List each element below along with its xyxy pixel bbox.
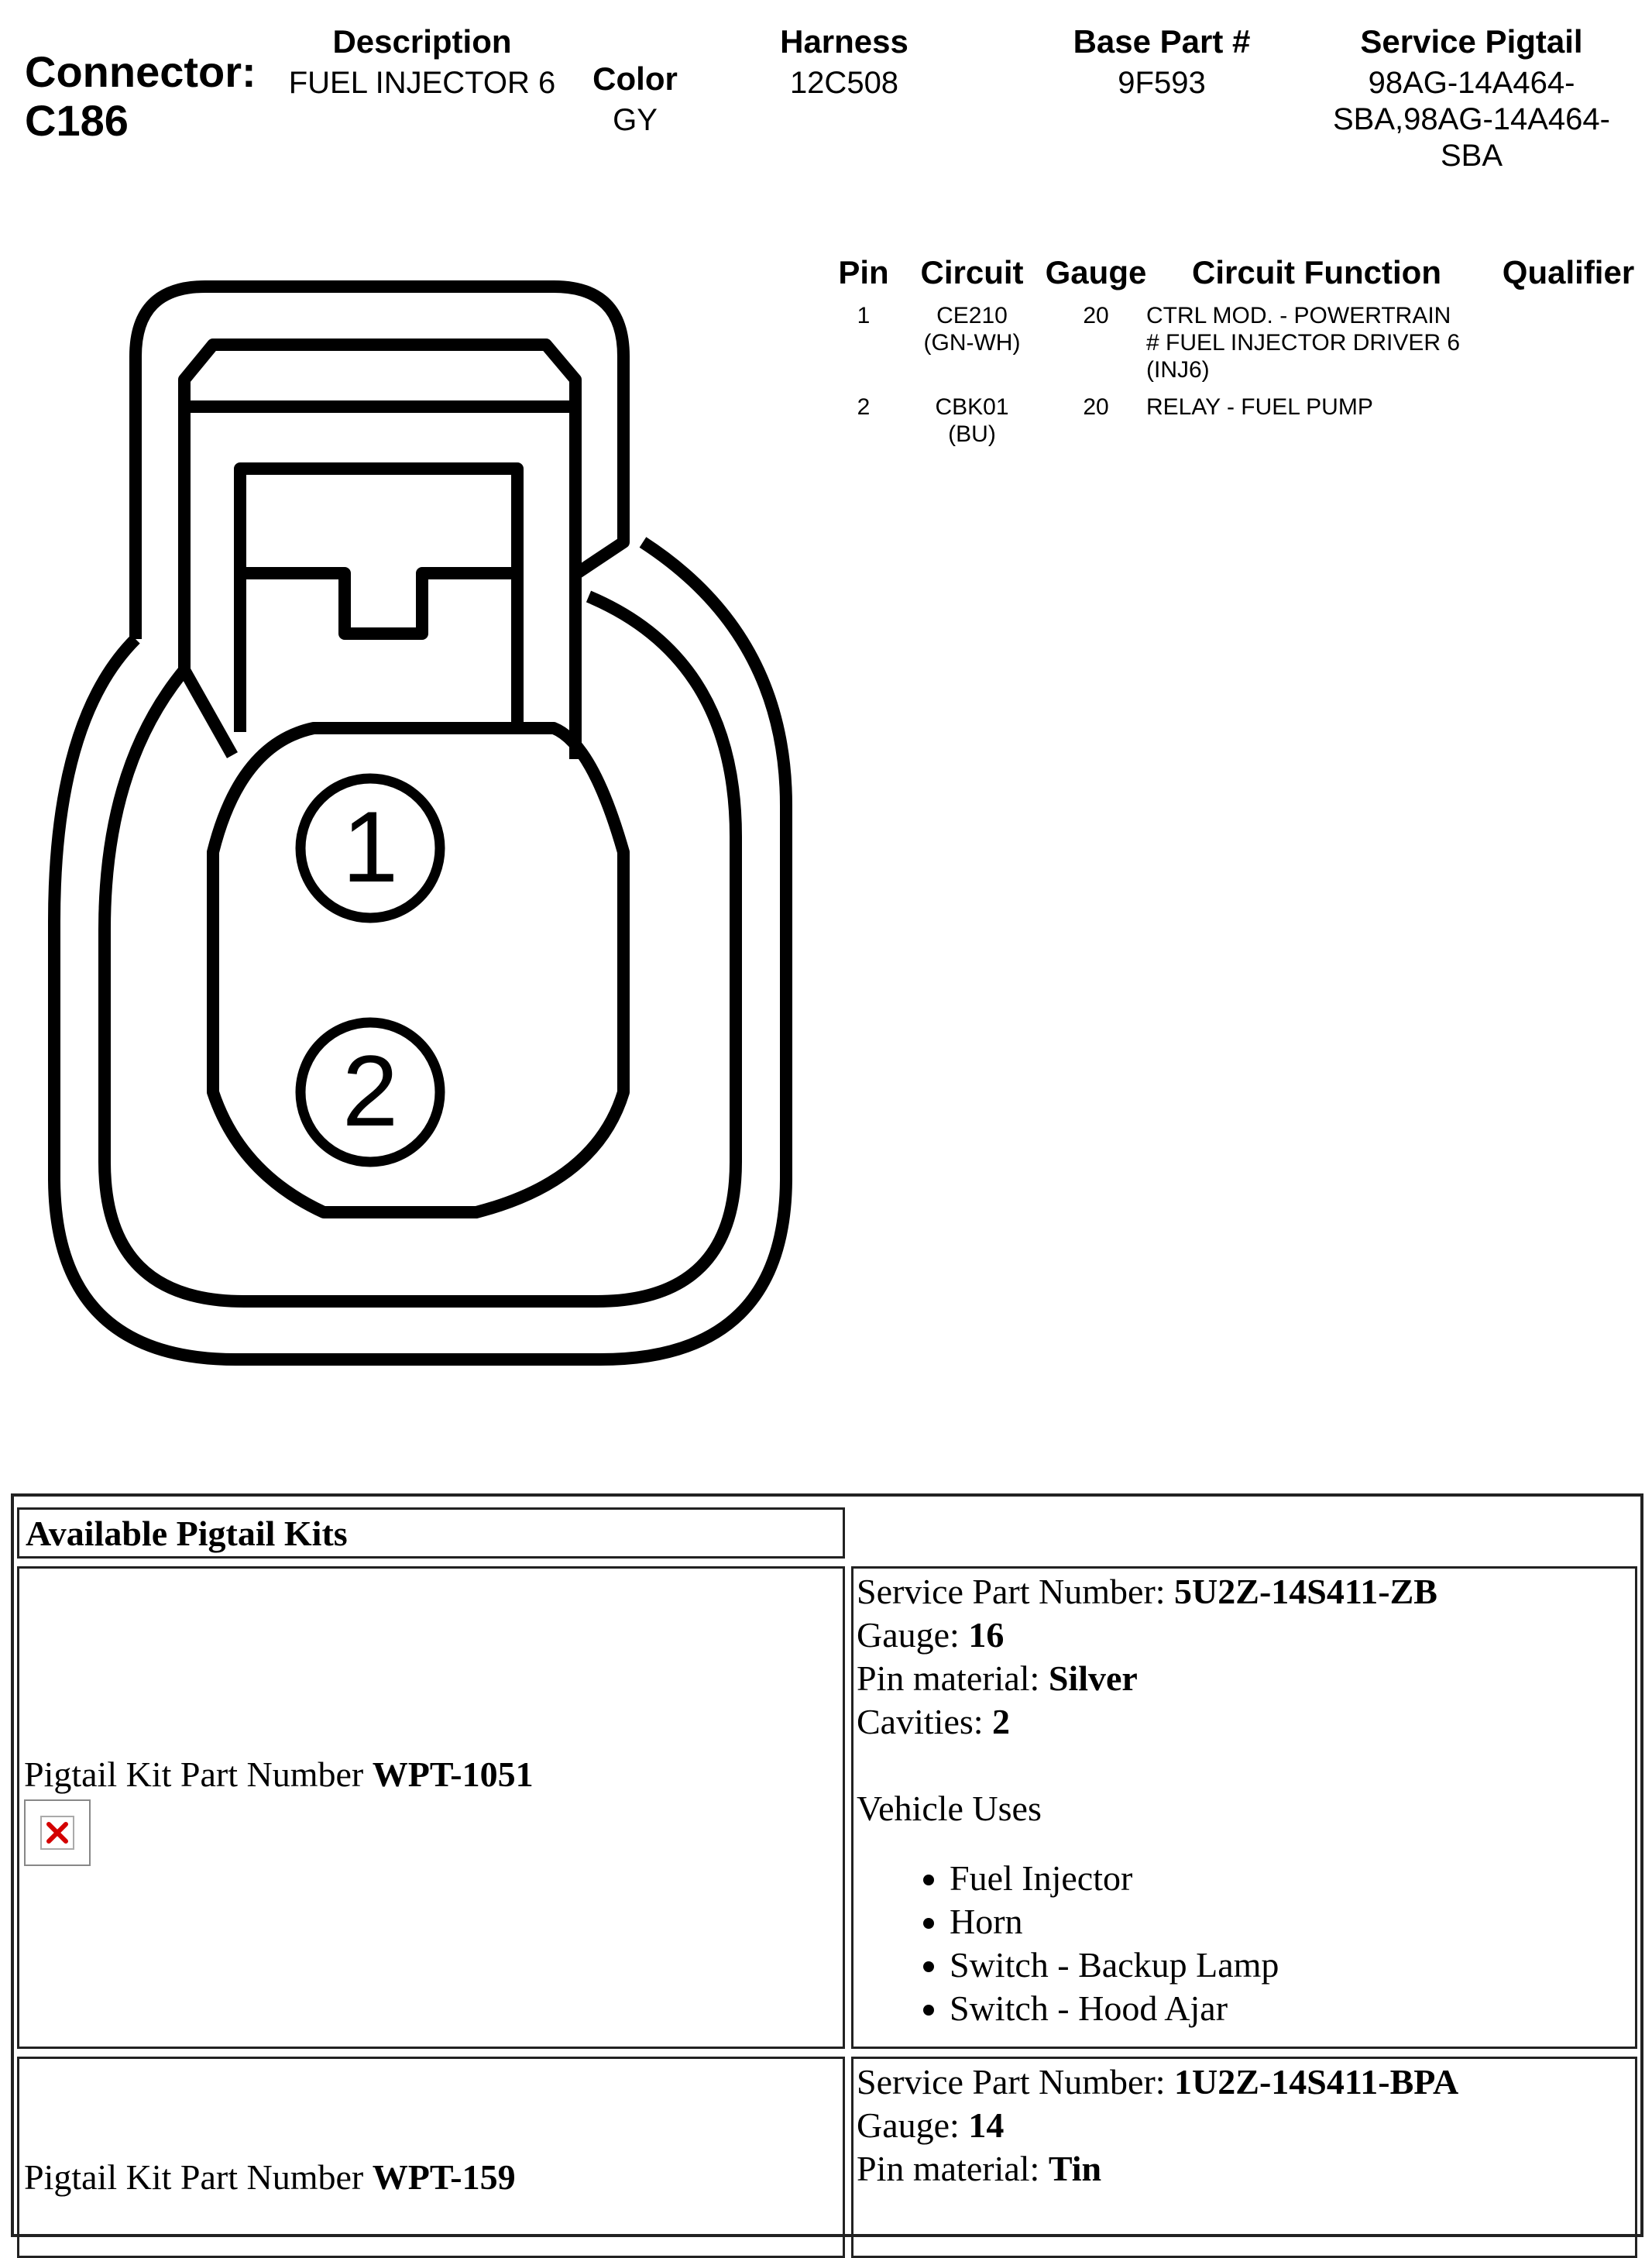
circuit-header: Circuit xyxy=(920,254,1024,290)
service-pigtail-column xyxy=(1301,23,1642,174)
service-pigtail-line: 98AG-14A464- xyxy=(1368,66,1575,100)
description-title: Description xyxy=(332,23,512,60)
function-line: CTRL MOD. - POWERTRAIN xyxy=(1146,303,1451,328)
pin-number: 1 xyxy=(857,303,871,328)
broken-image-icon xyxy=(24,1799,91,1866)
cavities-label: Cavities: xyxy=(857,1702,993,1741)
gauge-label: Gauge: xyxy=(857,2105,969,2145)
circuit-cell xyxy=(906,394,1038,448)
connector-label: Connector: xyxy=(25,47,256,96)
pin-1-label: 1 xyxy=(342,790,399,903)
description-value: FUEL INJECTOR 6 xyxy=(288,66,556,100)
list-item: • Switch - Hood Ajar xyxy=(950,1987,1631,2030)
service-part-label: Service Part Number: xyxy=(857,2062,1175,2102)
pin-number: 2 xyxy=(857,394,871,420)
pin-material-line xyxy=(857,2147,1631,2191)
key-tab-notch xyxy=(240,573,517,634)
pigtail-kits-title: Available Pigtail Kits xyxy=(26,1514,348,1553)
kit-2-part-number xyxy=(24,2156,516,2199)
kit-1-left-cell xyxy=(17,1566,845,2049)
gauge-value: 14 xyxy=(968,2105,1005,2145)
pin-material-label: Pin material: xyxy=(857,2149,1049,2188)
kit-2-details xyxy=(857,2060,1631,2191)
function-line: # FUEL INJECTOR DRIVER 6 xyxy=(1146,330,1461,356)
function-line: (INJ6) xyxy=(1146,357,1210,383)
key-tab xyxy=(240,469,517,732)
harness-title: Harness xyxy=(780,23,908,60)
gauge-cell: 20 xyxy=(1083,303,1109,328)
service-pigtail-title: Service Pigtail xyxy=(1360,23,1583,60)
pin-material-value: Tin xyxy=(1048,2149,1102,2188)
kit-part-value: WPT-1051 xyxy=(372,1755,534,1794)
color-column xyxy=(573,60,697,139)
list-item: • Fuel Injector xyxy=(950,1857,1631,1900)
kit-1-part-number xyxy=(24,1753,534,1796)
pin-material-value: Silver xyxy=(1048,1658,1138,1698)
color-value: GY xyxy=(613,103,658,137)
gauge-line xyxy=(857,2104,1631,2147)
cavities-line xyxy=(857,1700,1631,1744)
service-pigtail-line: SBA xyxy=(1440,139,1503,173)
cavities-value: 2 xyxy=(992,1702,1011,1741)
pin-table xyxy=(833,254,1646,510)
broken-image-x-icon xyxy=(26,1801,89,1864)
list-item: • Horn xyxy=(950,1900,1631,1944)
connector-face-diagram xyxy=(0,256,821,1394)
kit-part-value: WPT-159 xyxy=(372,2157,516,2197)
qualifier-header: Qualifier xyxy=(1502,254,1635,290)
circuit-color: (GN-WH) xyxy=(923,330,1021,356)
service-part-line xyxy=(857,2060,1631,2104)
gauge-label: Gauge: xyxy=(857,1615,969,1655)
vehicle-uses-list xyxy=(857,1857,1631,2030)
vehicle-uses-label: Vehicle Uses xyxy=(857,1789,1042,1828)
kit-2-left-cell xyxy=(17,2057,845,2258)
function-line: RELAY - FUEL PUMP xyxy=(1146,394,1373,420)
circuit-function-header: Circuit Function xyxy=(1192,254,1441,290)
pin-material-label: Pin material: xyxy=(857,1658,1049,1698)
circuit-code: CE210 xyxy=(936,303,1008,328)
connector-id: C186 xyxy=(25,96,129,145)
base-part-value: 9F593 xyxy=(1118,66,1206,100)
pin-material-line xyxy=(857,1657,1631,1700)
service-part-value: 5U2Z-14S411-ZB xyxy=(1174,1572,1437,1611)
base-part-column xyxy=(1038,23,1286,101)
harness-value: 12C508 xyxy=(789,66,899,100)
list-item: • Switch - Backup Lamp xyxy=(950,1944,1631,1987)
kit-1-right-cell xyxy=(851,1566,1637,2049)
kit-1-details xyxy=(857,1570,1631,2030)
service-part-label: Service Part Number: xyxy=(857,1572,1175,1611)
circuit-function-cell xyxy=(1146,302,1503,383)
pigtail-kits-title-cell xyxy=(17,1507,845,1559)
service-part-line xyxy=(857,1570,1631,1614)
pin-header: Pin xyxy=(838,254,889,290)
circuit-function-cell xyxy=(1146,394,1503,421)
color-title: Color xyxy=(592,60,678,97)
gauge-line xyxy=(857,1614,1631,1657)
kit-part-label: Pigtail Kit Part Number xyxy=(24,2157,373,2197)
gauge-cell: 20 xyxy=(1083,394,1109,420)
circuit-cell xyxy=(906,302,1038,356)
base-part-title: Base Part # xyxy=(1073,23,1251,60)
circuit-code: CBK01 xyxy=(935,394,1009,420)
service-part-value: 1U2Z-14S411-BPA xyxy=(1174,2062,1459,2102)
kit-2-right-cell xyxy=(851,2057,1637,2258)
description-column xyxy=(263,23,581,101)
gauge-header: Gauge xyxy=(1045,254,1147,290)
circuit-color: (BU) xyxy=(948,421,996,447)
service-pigtail-line: SBA,98AG-14A464- xyxy=(1333,102,1610,136)
gauge-value: 16 xyxy=(968,1615,1005,1655)
harness-column xyxy=(736,23,953,101)
kit-part-label: Pigtail Kit Part Number xyxy=(24,1755,373,1794)
pin-2-label: 2 xyxy=(342,1034,399,1147)
